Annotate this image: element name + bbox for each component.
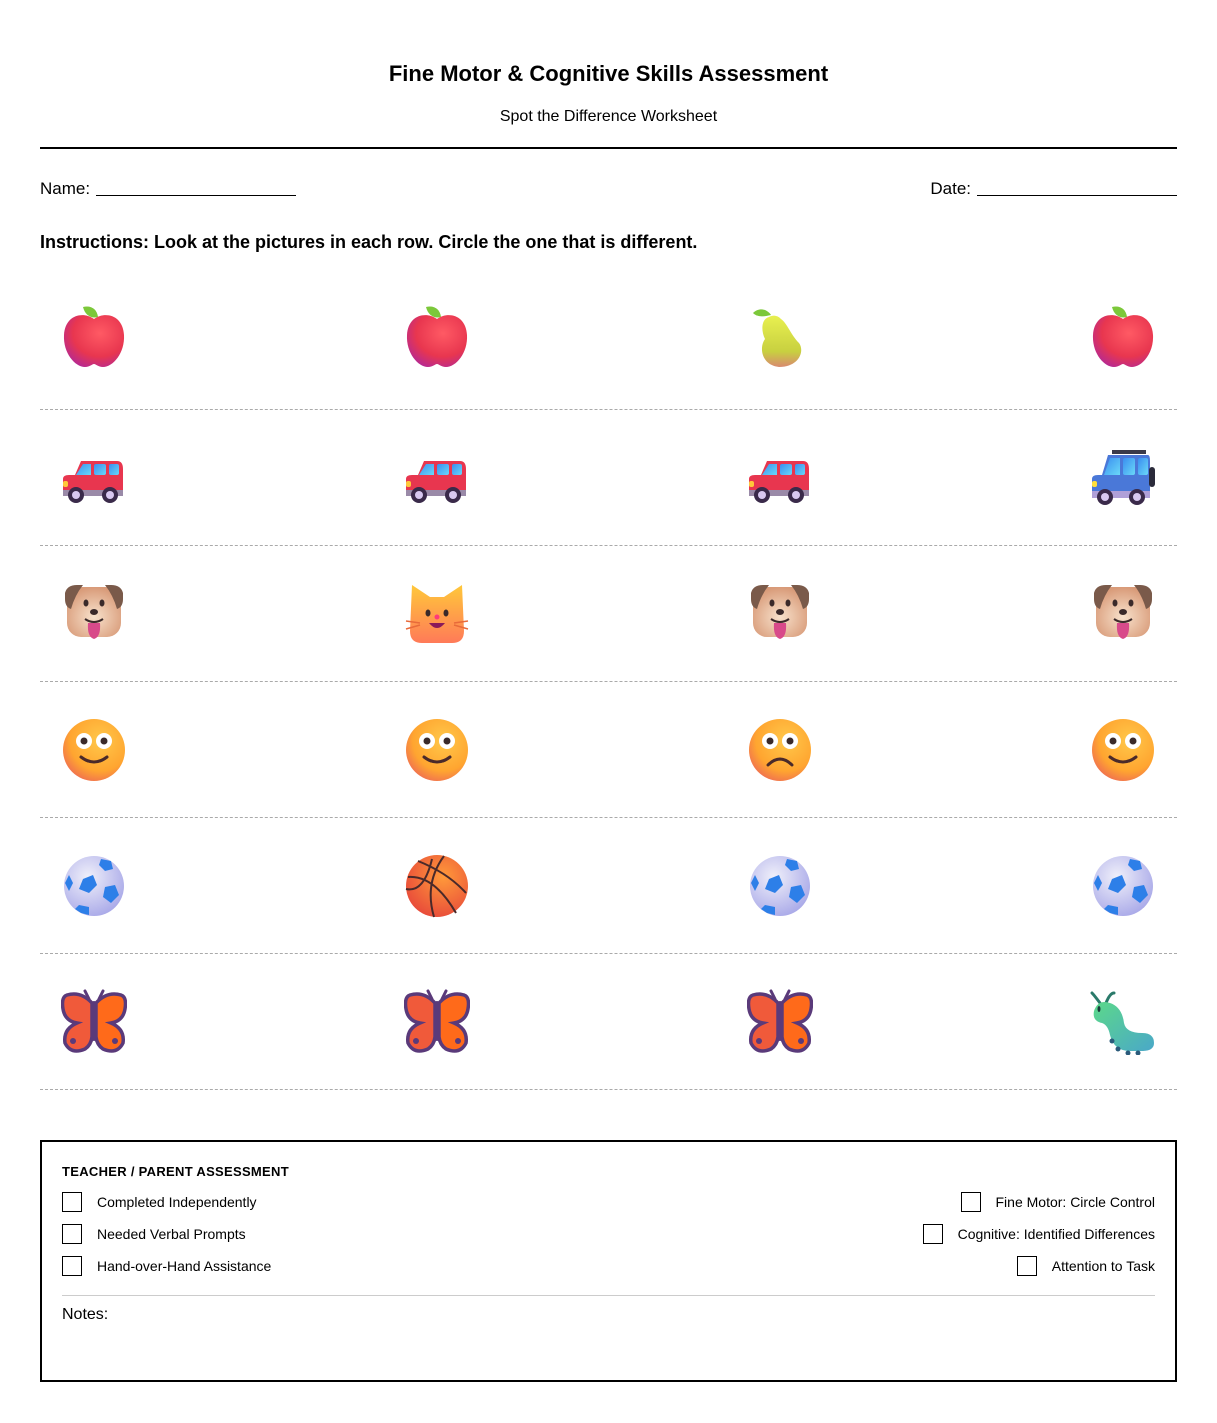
picture-rows (40, 288, 1177, 1090)
apple-icon[interactable] (1090, 303, 1156, 369)
check-fine-motor[interactable] (961, 1191, 1156, 1213)
checkbox-label: Completed Independently (97, 1194, 257, 1210)
blue-suv-icon[interactable] (1090, 445, 1156, 511)
red-car-icon[interactable] (404, 445, 470, 511)
picture-row-2 (40, 410, 1177, 546)
checkbox[interactable] (961, 1192, 981, 1212)
page-subtitle: Spot the Difference Worksheet (499, 108, 718, 125)
checkbox-label: Hand-over-Hand Assistance (97, 1258, 272, 1274)
checkbox[interactable] (1017, 1256, 1037, 1276)
checkbox-label: Attention to Task (1051, 1258, 1155, 1274)
butterfly-icon[interactable] (404, 989, 470, 1055)
check-attention[interactable] (1017, 1255, 1155, 1277)
red-car-icon[interactable] (61, 445, 127, 511)
smiling-face-icon[interactable] (404, 717, 470, 783)
check-completed-independently[interactable] (62, 1191, 271, 1213)
page-title: Fine Motor & Cognitive Skills Assessment (388, 61, 829, 86)
notes-divider (62, 1295, 1155, 1296)
soccer-ball-icon[interactable] (1090, 853, 1156, 919)
dog-face-icon[interactable] (61, 581, 127, 647)
left-checklist (62, 1191, 271, 1277)
smiling-face-icon[interactable] (61, 717, 127, 783)
pear-icon[interactable] (747, 303, 813, 369)
picture-row-5 (40, 818, 1177, 954)
date-field (930, 179, 1177, 199)
picture-row-6 (40, 954, 1177, 1090)
date-input-line[interactable] (977, 179, 1177, 196)
right-checklist (923, 1191, 1155, 1277)
student-info-row (40, 179, 1177, 199)
teacher-assessment-box (40, 1140, 1177, 1382)
checkbox[interactable] (923, 1224, 943, 1244)
check-cognitive[interactable] (923, 1223, 1155, 1245)
butterfly-icon[interactable] (747, 989, 813, 1055)
notes-label: Notes: (62, 1306, 109, 1323)
butterfly-icon[interactable] (61, 989, 127, 1055)
notes-field[interactable] (62, 1306, 1155, 1324)
check-hand-over-hand[interactable] (62, 1255, 271, 1277)
basketball-icon[interactable] (404, 853, 470, 919)
dog-face-icon[interactable] (1090, 581, 1156, 647)
checkbox-label: Cognitive: Identified Differences (957, 1226, 1155, 1242)
check-needed-verbal-prompts[interactable] (62, 1223, 271, 1245)
apple-icon[interactable] (61, 303, 127, 369)
soccer-ball-icon[interactable] (61, 853, 127, 919)
name-input-line[interactable] (96, 179, 296, 196)
header-divider (40, 147, 1177, 149)
smiling-face-icon[interactable] (1090, 717, 1156, 783)
cat-face-icon[interactable] (404, 581, 470, 647)
checkbox[interactable] (62, 1256, 82, 1276)
name-label: Name: (40, 179, 91, 198)
picture-row-1 (40, 288, 1177, 410)
name-field (40, 179, 296, 199)
checkbox-label: Fine Motor: Circle Control (995, 1194, 1155, 1210)
checkbox[interactable] (62, 1224, 82, 1244)
soccer-ball-icon[interactable] (747, 853, 813, 919)
red-car-icon[interactable] (747, 445, 813, 511)
assessment-title: TEACHER / PARENT ASSESSMENT (62, 1164, 289, 1179)
checkbox-label: Needed Verbal Prompts (97, 1226, 246, 1242)
instructions: Instructions: Look at the pictures in each row. Circle the one that is different. (40, 232, 698, 252)
picture-row-3 (40, 546, 1177, 682)
frowning-face-icon[interactable] (747, 717, 813, 783)
checkbox[interactable] (62, 1192, 82, 1212)
date-label: Date: (930, 179, 971, 198)
apple-icon[interactable] (404, 303, 470, 369)
caterpillar-icon[interactable] (1090, 989, 1156, 1055)
assessment-checklist (62, 1191, 1155, 1277)
dog-face-icon[interactable] (747, 581, 813, 647)
picture-row-4 (40, 682, 1177, 818)
